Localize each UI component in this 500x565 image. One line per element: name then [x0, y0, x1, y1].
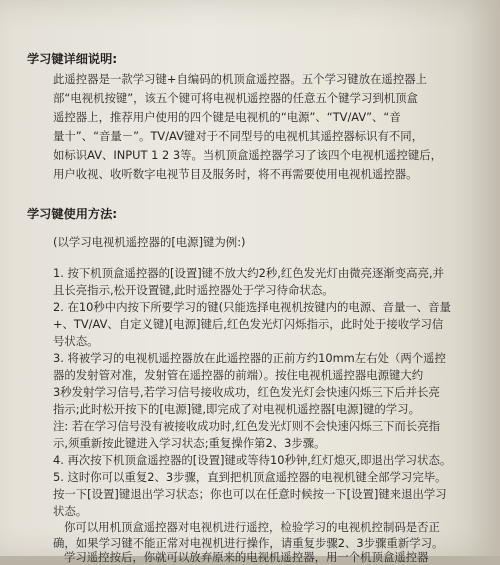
section1-line-3: 遥控器上，推荐用户使用的四个键是电视机的“电源”、“TV/AV”、“音 [53, 110, 401, 124]
step3-line-1: 3. 将被学习的电视机遥控器放在此遥控器的正前方约10mm左右处（两个遥控 [53, 351, 446, 365]
closing-line-3: 学习遥控按后，你就可以放弃原来的电视机遥控器，用一个机顶盒遥控器 [64, 550, 429, 564]
section1-line-1: 此遥控器是一款学习键+自编码的机顶盒遥控器。五个学习键放在遥控器上 [53, 72, 428, 86]
step2-line-3: 号状态。 [53, 334, 99, 348]
section1-title: 学习键详细说明: [27, 52, 118, 66]
section1-line-4: 量十”、“音量－”。TV/AV键对于不同型号的电视机其遥控器标识有不同， [53, 129, 424, 143]
step2-line-1: 2. 在10秒中内按下所要学习的键(只能选择电视机按键内的电源、音量一、音量 [53, 300, 451, 314]
section1-line-6: 用户收视、收听数字电视节目及服务时，将不再需要使用电视机遥控器。 [53, 167, 418, 181]
section1-line-2: 部“电视机按键”，该五个键可将电视机遥控器的任意五个键学习到机顶盒 [53, 91, 418, 105]
section2-title: 学习键使用方法: [27, 207, 118, 221]
step5-line-1: 5. 这时你可以重复2、3步骤，直到把机顶盒遥控器的电视机键全部学习完毕。 [53, 470, 447, 484]
step5-line-2: 按一下[设置]键退出学习状态；你也可以在任意时候按一下[设置]键来退出学习 [53, 487, 447, 501]
step3-line-3: 3秒发射学习信号,若学习信号接收成功，红色发光灯会快速闪烁三下后并长亮 [53, 385, 440, 399]
step2-line-2: +、TV/AV、自定义键)[电源]键后,红色发光灯闪烁指示，此时处于接收学习信 [53, 317, 444, 331]
section1-line-5: 如标识AV、INPUT 1 2 3等。当机顶盒遥控器学习了该四个电视机遥控键后， [53, 148, 443, 162]
step3-line-4: 指示;此时松开按下的[电源]键,即完成了对电视机遥控器[电源]键的学习。 [53, 402, 420, 416]
step1-line-1: 1. 按下机顶盒遥控器的[设置]键不放大约2秒,红色发光灯由微亮逐渐变高亮,并 [53, 266, 444, 280]
closing-line-2: 确，如果学习键不能正常对电视机进行操作，请重复步骤2、3步骤重新学习。 [53, 536, 444, 550]
section2-example: (以学习电视机遥控器的[电源]键为例:) [53, 235, 246, 249]
step4-line-1: 4. 再次按下机顶盒遥控器的[设置]键或等待10秒钟,红灯熄灭,即退出学习状态。 [53, 453, 452, 467]
step1-line-2: 且长亮指示,松开设置键,此时遥控器处于学习待命状态。 [53, 283, 334, 297]
step5-line-3: 状态。 [53, 504, 88, 518]
closing-line-1: 你可以用机顶盒遥控器对电视机进行遥控，检验学习的电视机控制码是否正 [64, 520, 440, 534]
note-line-1: 注: 若在学习信号没有被接收成功时,红色发光灯则不会快速闪烁三下而长亮指 [53, 419, 440, 433]
note-line-2: 示,须重新按此键进入学习状态;重复操作第2、3步骤。 [53, 436, 326, 450]
step3-line-2: 器的发射管对准，发射管在遥控器的前端）。按住电视机遥控器电源键大约 [53, 368, 424, 382]
